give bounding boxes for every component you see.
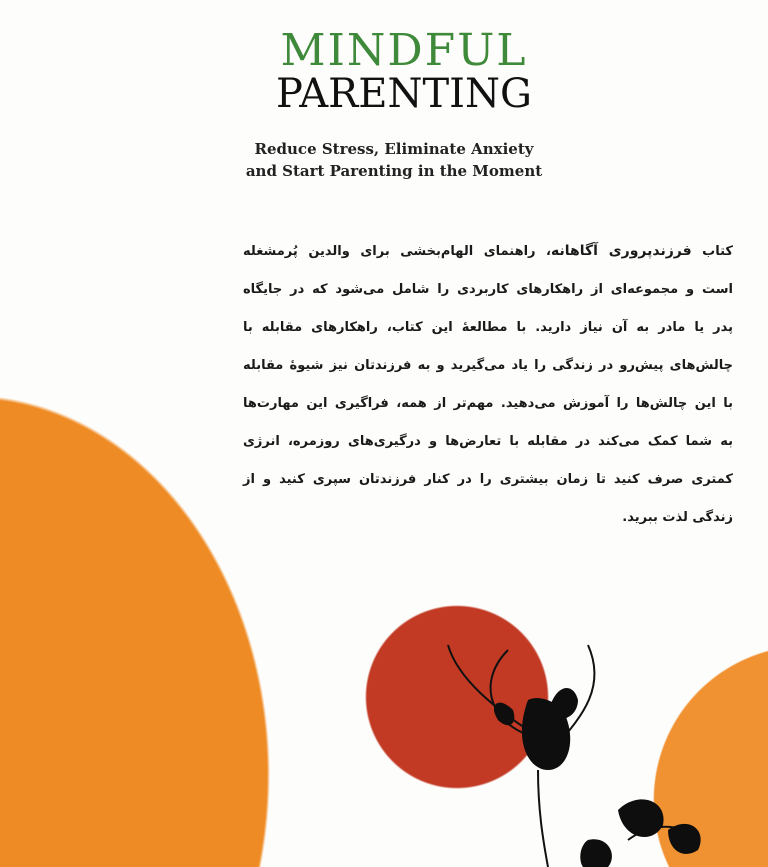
book-title-parenting: PARENTING [276,71,532,117]
subtitle-line-2: and Start Parenting in the Moment [245,162,543,180]
description-line: است و مجموعه‌ای از راهکارهای کاربردی را شامل می‌شود که در جایگاه [243,282,733,297]
description-line: به شما کمک می‌کند در مقابله با تعارض‌ها و درگیری‌های روزمره، انرژی [243,434,733,449]
description-line: چالش‌های پیش‌رو در زندگی را یاد می‌گیرید و به فرزندتان نیز شیوهٔ مقابله [243,358,733,373]
subtitle-line-1: Reduce Stress, Eliminate Anxiety [254,140,534,158]
description-line: زندگی لذت ببرید. [622,510,733,525]
description-suffix: ، راهنمای الهام‌بخشی برای والدین پُرمشغله [243,244,551,259]
book-persian-title: فرزندپروری آگاهانه [551,243,692,259]
flower-illustration [378,640,763,867]
book-title-mindful: MINDFUL [280,25,528,76]
book-subtitle [0,138,768,182]
flower-stems [448,645,698,867]
description-line: کمتری صرف کنید تا زمان بیشتری را در کنار فرزندتان سپری کنید و از [243,472,733,487]
description-prefix: کتاب [691,244,733,259]
description-line: پدر یا مادر به آن نیاز دارید. با مطالعهٔ این کتاب، راهکارهای مقابله با [243,320,733,335]
description-line [243,232,733,271]
description-line: با این چالش‌ها را آموزش می‌دهید. مهم‌تر از همه، فراگیری این مهارت‌ها [243,396,733,411]
book-description [243,232,733,537]
flower-petals [494,688,701,867]
